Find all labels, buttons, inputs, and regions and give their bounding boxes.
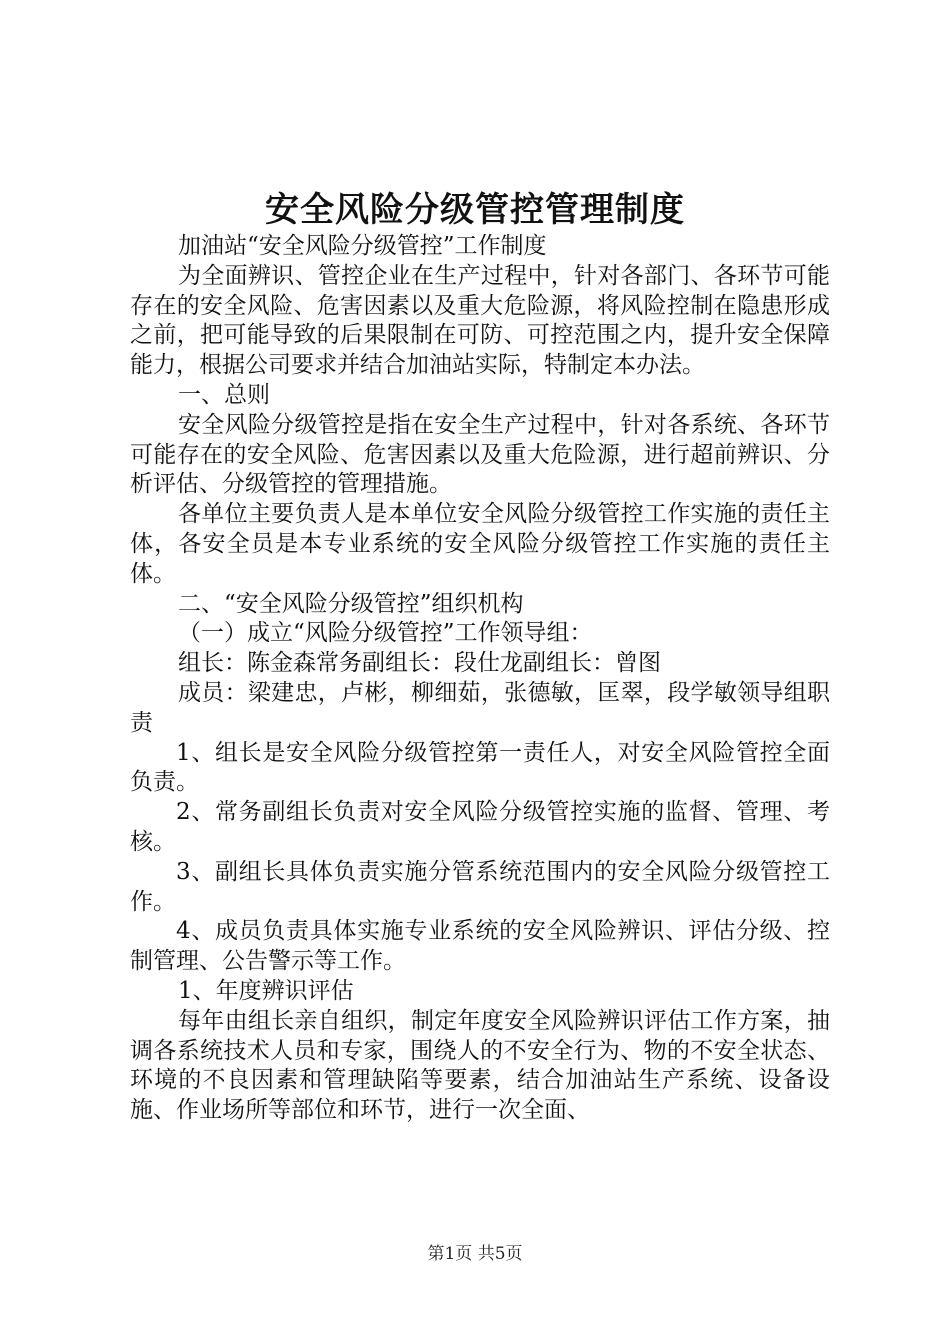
section-heading-annual-assessment: 1、年度辨识评估 xyxy=(178,977,354,1004)
list-item-duty-3: 3、副组长具体负责实施分管系统范围内的安全风险分级管控工作。 xyxy=(130,858,830,915)
section-heading-organization: 二、“安全风险分级管控”组织机构 xyxy=(178,590,524,617)
list-item-duty-1: 1、组长是安全风险分级管控第一责任人，对安全风险管控全面负责。 xyxy=(130,739,830,796)
document-title: 安全风险分级管控管理制度 xyxy=(265,190,685,230)
paragraph-responsibility: 各单位主要负责人是本单位安全风险分级管控工作实施的责任主体，各安全员是本专业系统的安全风险分级管控工作实施的责任主体。 xyxy=(130,501,830,587)
paragraph-intro: 为全面辨识、管控企业在生产过程中，针对各部门、各环节可能存在的安全风险、危害因素以及重大危险源，将风险控制在隐患形成之前，把可能导致的后果限制在可防、可控范围之内，提升安全保障能力，根据公司要求并结合加油站实际，特制定本办法。 xyxy=(130,262,830,379)
subsection-heading-leadership: （一）成立“风险分级管控”工作领导组： xyxy=(178,620,593,647)
paragraph-members: 成员：梁建忠，卢彬，柳细茹，张德敏，匡翠，段学敏领导组职责 xyxy=(130,679,830,736)
section-heading-general: 一、总则 xyxy=(178,381,270,408)
list-item-duty-2: 2、常务副组长负责对安全风险分级管控实施的监督、管理、考核。 xyxy=(130,799,830,855)
document-body xyxy=(130,232,830,1126)
page-footer: 第1页 共5页 xyxy=(427,1244,523,1264)
paragraph-annual-assessment: 每年由组长亲自组织，制定年度安全风险辨识评估工作方案，抽调各系统技术人员和专家，围绕人的不安全行为、物的不安全状态、环境的不良因素和管理缺陷等要素，结合加油站生产系统、设备设施、作业场所等部位和环节，进行一次全面、 xyxy=(130,1007,830,1124)
paragraph-definition: 安全风险分级管控是指在安全生产过程中，针对各系统、各环节可能存在的安全风险、危害因素以及重大危险源，进行超前辨识、分析评估、分级管控的管理措施。 xyxy=(130,411,830,498)
list-item-duty-4: 4、成员负责具体实施专业系统的安全风险辨识、评估分级、控制管理、公告警示等工作。 xyxy=(130,918,830,975)
paragraph-subtitle: 加油站“安全风险分级管控”工作制度 xyxy=(178,233,547,259)
paragraph-leaders: 组长：陈金森常务副组长：段仕龙副组长：曾图 xyxy=(178,650,661,677)
